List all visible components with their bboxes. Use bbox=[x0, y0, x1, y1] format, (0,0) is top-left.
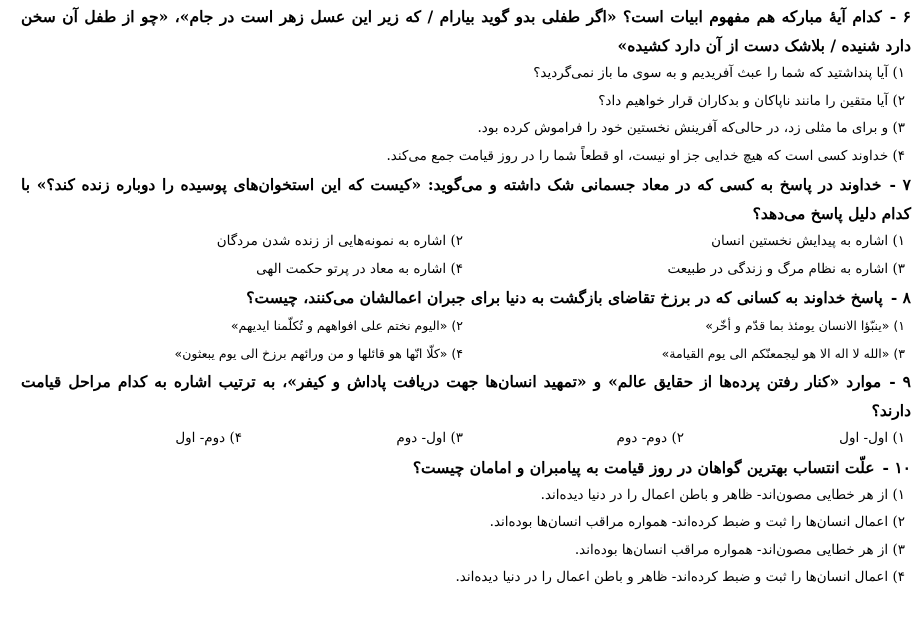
question-stem bbox=[21, 170, 911, 228]
options-grid bbox=[21, 228, 911, 283]
question-text: پاسخ خداوند به کسانی که در برزخ تقاضای بازگشت به دنیا برای جبران اعمالشان می‌کنند، چیست؟ bbox=[246, 288, 883, 307]
question-text: کدام آیهٔ مبارکه هم مفهوم ابیات است؟ «اگر طفلی بدو گوید بیارام / که زیر این عسل زهر است در جام»، «چو از طفل آن سخن دارد شنیده / بلاشک دست از آن دارد کشیده» bbox=[21, 7, 911, 55]
question-6 bbox=[21, 2, 911, 170]
answer-option[interactable]: ۲) اشاره به نمونه‌هایی از زنده شدن مردگان bbox=[216, 233, 463, 249]
question-10 bbox=[21, 453, 911, 592]
question-7 bbox=[21, 170, 911, 283]
question-stem bbox=[21, 453, 911, 482]
answer-option[interactable]: ۴) خداوند کسی است که هیچ خدایی جز او نیست، او قطعاً شما را در روز قیامت جمع می‌کند. bbox=[386, 147, 905, 164]
answer-option[interactable]: ۱) آیا پنداشتید که شما را عبث آفریدیم و به سوی ما باز نمی‌گردید؟ bbox=[533, 65, 905, 81]
answer-option[interactable]: ۴) اشاره به معاد در پرتو حکمت الهی bbox=[256, 260, 463, 277]
answer-option[interactable]: ۳) از هر خطایی مصون‌اند- همواره مراقب انسان‌ها بوده‌اند. bbox=[574, 541, 905, 558]
answer-option[interactable]: ۳) و برای ما مثلی زد، در حالی‌که آفرینش نخستین خود را فراموش کرده بود. bbox=[477, 120, 905, 136]
options-grid bbox=[21, 312, 911, 367]
answer-option[interactable]: ۳) اشاره به نظام مرگ و زندگی در طبیعت bbox=[667, 260, 905, 277]
question-9 bbox=[21, 367, 911, 453]
answer-option[interactable]: ۴) دوم- اول bbox=[175, 430, 242, 446]
answer-option[interactable]: ۲) اعمال انسان‌ها را ثبت و ضبط کرده‌اند- همواره مراقب انسان‌ها بوده‌اند. bbox=[489, 514, 905, 530]
exam-page bbox=[21, 2, 911, 592]
answer-option[interactable]: ۱) اشاره به پیدایش نخستین انسان bbox=[711, 233, 905, 249]
answer-option[interactable]: ۲) آیا متقین را مانند ناپاکان و بدکاران قرار خواهیم داد؟ bbox=[598, 92, 905, 109]
answer-option[interactable]: ۴) «کلّا انّها هو قائلها و من ورائهم برزخ الی یوم یبعثون» bbox=[174, 345, 463, 361]
question-number: ۹ - bbox=[889, 372, 911, 391]
question-number: ۷ - bbox=[889, 175, 911, 194]
answer-option[interactable]: ۱) اول- اول bbox=[839, 430, 905, 446]
question-text: موارد «کنار رفتن پرده‌ها از حقایق عالم» و «تمهید انسان‌ها جهت دریافت پاداش و کیفر»، به ترتیب اشاره به کدام مراحل قیامت دارند؟ bbox=[21, 372, 911, 420]
options-grid bbox=[21, 425, 911, 453]
question-text: علّت انتساب بهترین گواهان در روز قیامت به پیامبران و امامان چیست؟ bbox=[412, 457, 875, 477]
question-number: ۶ - bbox=[889, 7, 911, 26]
answer-option[interactable]: ۲) «الیوم نختم علی افواههم و تُکلّمنا ایدیهم» bbox=[230, 318, 463, 333]
question-text: خداوند در پاسخ به کسی که در معاد جسمانی شک داشته و می‌گوید: «کیست که این استخوان‌های پوسیده را دوباره زنده کند؟» با کدام دلیل پاسخ می‌دهد؟ bbox=[21, 175, 911, 223]
question-number: ۸ - bbox=[890, 288, 911, 307]
answer-option[interactable]: ۳) «الله لا اله الا هو لیجمعنّکم الی یوم القیامة» bbox=[661, 345, 905, 361]
answer-option[interactable]: ۱) «ینبّؤا الانسان یومئذ بما قدّم و أخّر» bbox=[705, 318, 905, 333]
answer-option[interactable]: ۱) از هر خطایی مصون‌اند- ظاهر و باطن اعمال را در دنیا دیده‌اند. bbox=[540, 486, 905, 503]
question-number: ۱۰ - bbox=[882, 457, 911, 477]
answer-option[interactable]: ۴) اعمال انسان‌ها را ثبت و ضبط کرده‌اند- ظاهر و باطن اعمال را در دنیا دیده‌اند. bbox=[455, 569, 905, 585]
answer-option[interactable]: ۳) اول- دوم bbox=[396, 430, 463, 446]
question-stem bbox=[21, 2, 911, 60]
question-stem bbox=[21, 283, 911, 312]
question-8 bbox=[21, 283, 911, 367]
answer-option[interactable]: ۲) دوم- دوم bbox=[616, 430, 684, 446]
question-stem bbox=[21, 367, 911, 425]
